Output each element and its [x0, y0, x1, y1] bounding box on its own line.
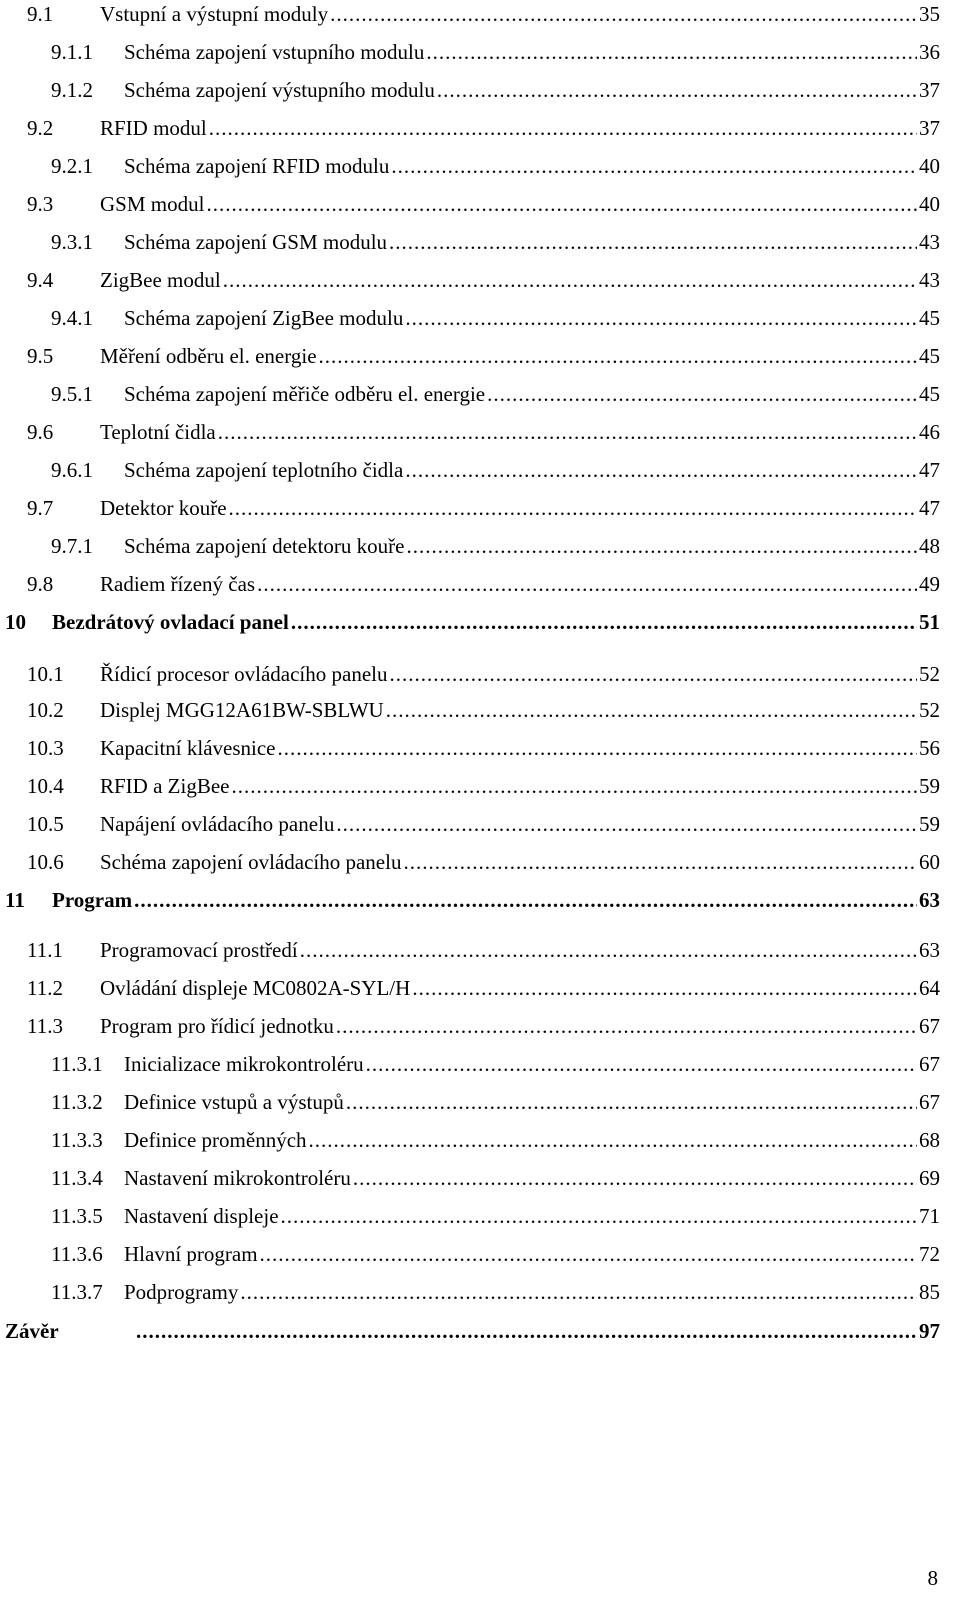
- dot-leader: [260, 1240, 917, 1268]
- toc-entry-page: 35: [919, 2, 940, 26]
- toc-entry[interactable]: [27, 0, 940, 28]
- dot-leader: [405, 304, 917, 332]
- toc-entry-page: 43: [919, 268, 940, 292]
- toc-entry-number: 10.6: [27, 850, 64, 874]
- toc-entry-number: 11.3.7: [51, 1280, 103, 1304]
- toc-entry[interactable]: [51, 1202, 940, 1230]
- toc-entry[interactable]: [5, 886, 940, 914]
- toc-entry-number: 9.6.1: [51, 458, 93, 482]
- toc-entry-number: 11.3.1: [51, 1052, 103, 1076]
- toc-entry[interactable]: [51, 304, 940, 332]
- toc-entry-title: Displej MGG12A61BW-SBLWU: [100, 698, 384, 722]
- toc-entry[interactable]: [51, 456, 940, 484]
- toc-entry-number: 11.3: [27, 1014, 63, 1038]
- toc-entry-page: 69: [919, 1166, 940, 1190]
- toc-entry[interactable]: [27, 810, 940, 838]
- dot-leader: [346, 1088, 917, 1116]
- toc-entry-number: 11.2: [27, 976, 63, 1000]
- toc-entry-title: Radiem řízený čas: [100, 572, 256, 596]
- toc-entry-page: 97: [919, 1319, 940, 1343]
- toc-entry[interactable]: [51, 380, 940, 408]
- toc-entry-number: 11.3.4: [51, 1166, 103, 1190]
- toc-entry-number: 10: [5, 610, 26, 634]
- toc-entry-title: Schéma zapojení teplotního čidla: [124, 458, 404, 482]
- toc-entry[interactable]: [5, 608, 940, 636]
- toc-entry-title: Schéma zapojení vstupního modulu: [124, 40, 425, 64]
- toc-entry-page: 36: [919, 40, 940, 64]
- toc-entry-page: 47: [919, 496, 940, 520]
- dot-leader: [330, 0, 917, 28]
- dot-leader: [366, 1050, 917, 1078]
- toc-entry-title: Nastavení displeje: [124, 1204, 279, 1228]
- toc-entry[interactable]: [27, 114, 940, 142]
- toc-entry-page: 59: [919, 774, 940, 798]
- dot-leader: [209, 114, 917, 142]
- dot-leader: [336, 1012, 917, 1040]
- toc-entry[interactable]: [27, 1012, 940, 1040]
- toc-entry[interactable]: [51, 1278, 940, 1306]
- toc-entry-title: Nastavení mikrokontroléru: [124, 1166, 351, 1190]
- dot-leader: [353, 1164, 917, 1192]
- toc-entry-title: Schéma zapojení ovládacího panelu: [100, 850, 402, 874]
- toc-entry-number: 9.8: [27, 572, 54, 596]
- toc-entry[interactable]: [51, 1050, 940, 1078]
- toc-entry-page: 56: [919, 736, 940, 760]
- toc-entry-page: 51: [919, 610, 940, 634]
- toc-entry-title: Vstupní a výstupní moduly: [100, 2, 329, 26]
- dot-leader: [223, 266, 917, 294]
- toc-entry-title: Napájení ovládacího panelu: [100, 812, 335, 836]
- dot-leader: [336, 810, 917, 838]
- dot-leader: [386, 696, 917, 724]
- toc-entry-title: Program pro řídicí jednotku: [100, 1014, 334, 1038]
- dot-leader: [309, 1126, 917, 1154]
- toc-entry[interactable]: [51, 1088, 940, 1116]
- toc-entry-page: 63: [919, 938, 940, 962]
- toc-entry-number: 9.4: [27, 268, 54, 292]
- toc-entry[interactable]: [27, 190, 940, 218]
- toc-entry-number: 9.1: [27, 2, 54, 26]
- toc-entry[interactable]: [27, 494, 940, 522]
- toc-entry-page: 52: [919, 662, 940, 686]
- toc-entry-title: Inicializace mikrokontroléru: [124, 1052, 364, 1076]
- toc-entry[interactable]: [27, 342, 940, 370]
- toc-entry-title: Bezdrátový ovladací panel: [52, 610, 289, 634]
- dot-leader: [437, 76, 917, 104]
- toc-entry-page: 48: [919, 534, 940, 558]
- toc-entry-page: 85: [919, 1280, 940, 1304]
- dot-leader: [136, 1317, 917, 1345]
- toc-entry-number: 9.5.1: [51, 382, 93, 406]
- toc-entry-page: 63: [919, 888, 940, 912]
- toc-entry-title: RFID a ZigBee: [100, 774, 230, 798]
- toc-entry-title: RFID modul: [100, 116, 207, 140]
- toc-entry-title: Hlavní program: [124, 1242, 258, 1266]
- toc-entry-number: 11.3.2: [51, 1090, 103, 1114]
- toc-entry[interactable]: [51, 1126, 940, 1154]
- toc-entry-title: Schéma zapojení měřiče odběru el. energie: [124, 382, 486, 406]
- toc-entry-page: 71: [919, 1204, 940, 1228]
- toc-entry-title: Kapacitní klávesnice: [100, 736, 276, 760]
- toc-entry-title: Podprogramy: [124, 1280, 239, 1304]
- toc-entry-title: Programovací prostředí: [100, 938, 298, 962]
- toc-entry[interactable]: [27, 848, 940, 876]
- toc-entry-page: 37: [919, 78, 940, 102]
- toc-entry[interactable]: [51, 1240, 940, 1268]
- dot-leader: [426, 38, 917, 66]
- toc-entry-number: 11: [5, 888, 25, 912]
- toc-entry-page: 67: [919, 1090, 940, 1114]
- toc-entry-page: 43: [919, 230, 940, 254]
- dot-leader: [257, 570, 917, 598]
- dot-leader: [389, 228, 917, 256]
- toc-entry-number: 10.5: [27, 812, 64, 836]
- dot-leader: [278, 734, 917, 762]
- toc-entry[interactable]: [5, 1317, 940, 1345]
- toc-entry-number: 11.3.5: [51, 1204, 103, 1228]
- toc-entry-number: Závěr: [5, 1319, 59, 1343]
- dot-leader: [291, 608, 917, 636]
- toc-entry-number: 10.4: [27, 774, 64, 798]
- toc-entry-title: GSM modul: [100, 192, 205, 216]
- toc-entry-page: 47: [919, 458, 940, 482]
- toc-entry[interactable]: [27, 266, 940, 294]
- toc-entry-page: 59: [919, 812, 940, 836]
- toc-entry-number: 9.7: [27, 496, 54, 520]
- toc-entry-page: 40: [919, 154, 940, 178]
- dot-leader: [412, 974, 917, 1002]
- toc-entry-title: Schéma zapojení RFID modulu: [124, 154, 390, 178]
- toc-entry-number: 9.3: [27, 192, 54, 216]
- toc-entry[interactable]: [27, 696, 940, 724]
- toc-entry-title: Definice vstupů a výstupů: [124, 1090, 344, 1114]
- dot-leader: [231, 772, 917, 800]
- toc-entry-page: 67: [919, 1052, 940, 1076]
- dot-leader: [206, 190, 917, 218]
- toc-entry-title: Teplotní čidla: [100, 420, 216, 444]
- toc-entry[interactable]: [51, 228, 940, 256]
- dot-leader: [281, 1202, 917, 1230]
- toc-entry-number: 11.3.6: [51, 1242, 103, 1266]
- toc-entry-number: 11.3.3: [51, 1128, 103, 1152]
- toc-entry[interactable]: [27, 936, 940, 964]
- toc-entry-page: 64: [919, 976, 940, 1000]
- toc-entry-page: 46: [919, 420, 940, 444]
- toc-entry-number: 10.3: [27, 736, 64, 760]
- toc-entry[interactable]: [27, 660, 940, 688]
- dot-leader: [218, 418, 917, 446]
- toc-entry-page: 68: [919, 1128, 940, 1152]
- toc-entry-title: Schéma zapojení ZigBee modulu: [124, 306, 404, 330]
- toc-entry[interactable]: [51, 532, 940, 560]
- toc-entry-number: 9.1.2: [51, 78, 93, 102]
- toc-entry[interactable]: [27, 570, 940, 598]
- toc-entry[interactable]: [27, 772, 940, 800]
- toc-entry[interactable]: [27, 734, 940, 762]
- toc-entry-number: 9.6: [27, 420, 54, 444]
- toc-entry-page: 60: [919, 850, 940, 874]
- toc-entry-page: 37: [919, 116, 940, 140]
- toc-entry-title: Detektor kouře: [100, 496, 227, 520]
- toc-entry-title: Definice proměnných: [124, 1128, 307, 1152]
- dot-leader: [134, 886, 917, 914]
- toc-entry-number: 9.4.1: [51, 306, 93, 330]
- toc-entry-page: 67: [919, 1014, 940, 1038]
- toc-entry-number: 10.2: [27, 698, 64, 722]
- toc-entry-title: Ovládání displeje MC0802A-SYL/H: [100, 976, 411, 1000]
- dot-leader: [487, 380, 917, 408]
- dot-leader: [229, 494, 917, 522]
- toc-entry-page: 49: [919, 572, 940, 596]
- toc-entry-title: Měření odběru el. energie: [100, 344, 317, 368]
- toc-entry-page: 52: [919, 698, 940, 722]
- toc-entry-number: 9.7.1: [51, 534, 93, 558]
- toc-entry-title: Schéma zapojení detektoru kouře: [124, 534, 405, 558]
- toc-entry[interactable]: [51, 152, 940, 180]
- dot-leader: [405, 456, 917, 484]
- dot-leader: [391, 152, 917, 180]
- page-number: 8: [927, 1566, 938, 1590]
- toc-entry-title: Schéma zapojení výstupního modulu: [124, 78, 435, 102]
- dot-leader: [390, 660, 918, 688]
- toc-entry-page: 45: [919, 382, 940, 406]
- toc-entry-number: 9.3.1: [51, 230, 93, 254]
- toc-entry[interactable]: [51, 1164, 940, 1192]
- toc-entry[interactable]: [51, 76, 940, 104]
- toc-entry-page: 40: [919, 192, 940, 216]
- toc-entry-title: ZigBee modul: [100, 268, 221, 292]
- dot-leader: [406, 532, 917, 560]
- dot-leader: [240, 1278, 917, 1306]
- toc-entry-title: Program: [52, 888, 133, 912]
- dot-leader: [300, 936, 917, 964]
- toc-entry-page: 72: [919, 1242, 940, 1266]
- toc-entry-title: Schéma zapojení GSM modulu: [124, 230, 388, 254]
- dot-leader: [403, 848, 917, 876]
- toc-entry[interactable]: [27, 418, 940, 446]
- toc-entry-page: 45: [919, 344, 940, 368]
- toc-entry-page: 45: [919, 306, 940, 330]
- toc-entry-number: 9.2.1: [51, 154, 93, 178]
- toc-entry-title: Řídicí procesor ovládacího panelu: [100, 662, 388, 686]
- toc-entry-number: 9.2: [27, 116, 54, 140]
- toc-entry-number: 11.1: [27, 938, 63, 962]
- toc-entry-number: 9.1.1: [51, 40, 93, 64]
- toc-entry-number: 9.5: [27, 344, 54, 368]
- toc-entry-number: 10.1: [27, 662, 64, 686]
- dot-leader: [319, 342, 917, 370]
- toc-entry[interactable]: [51, 38, 940, 66]
- toc-entry[interactable]: [27, 974, 940, 1002]
